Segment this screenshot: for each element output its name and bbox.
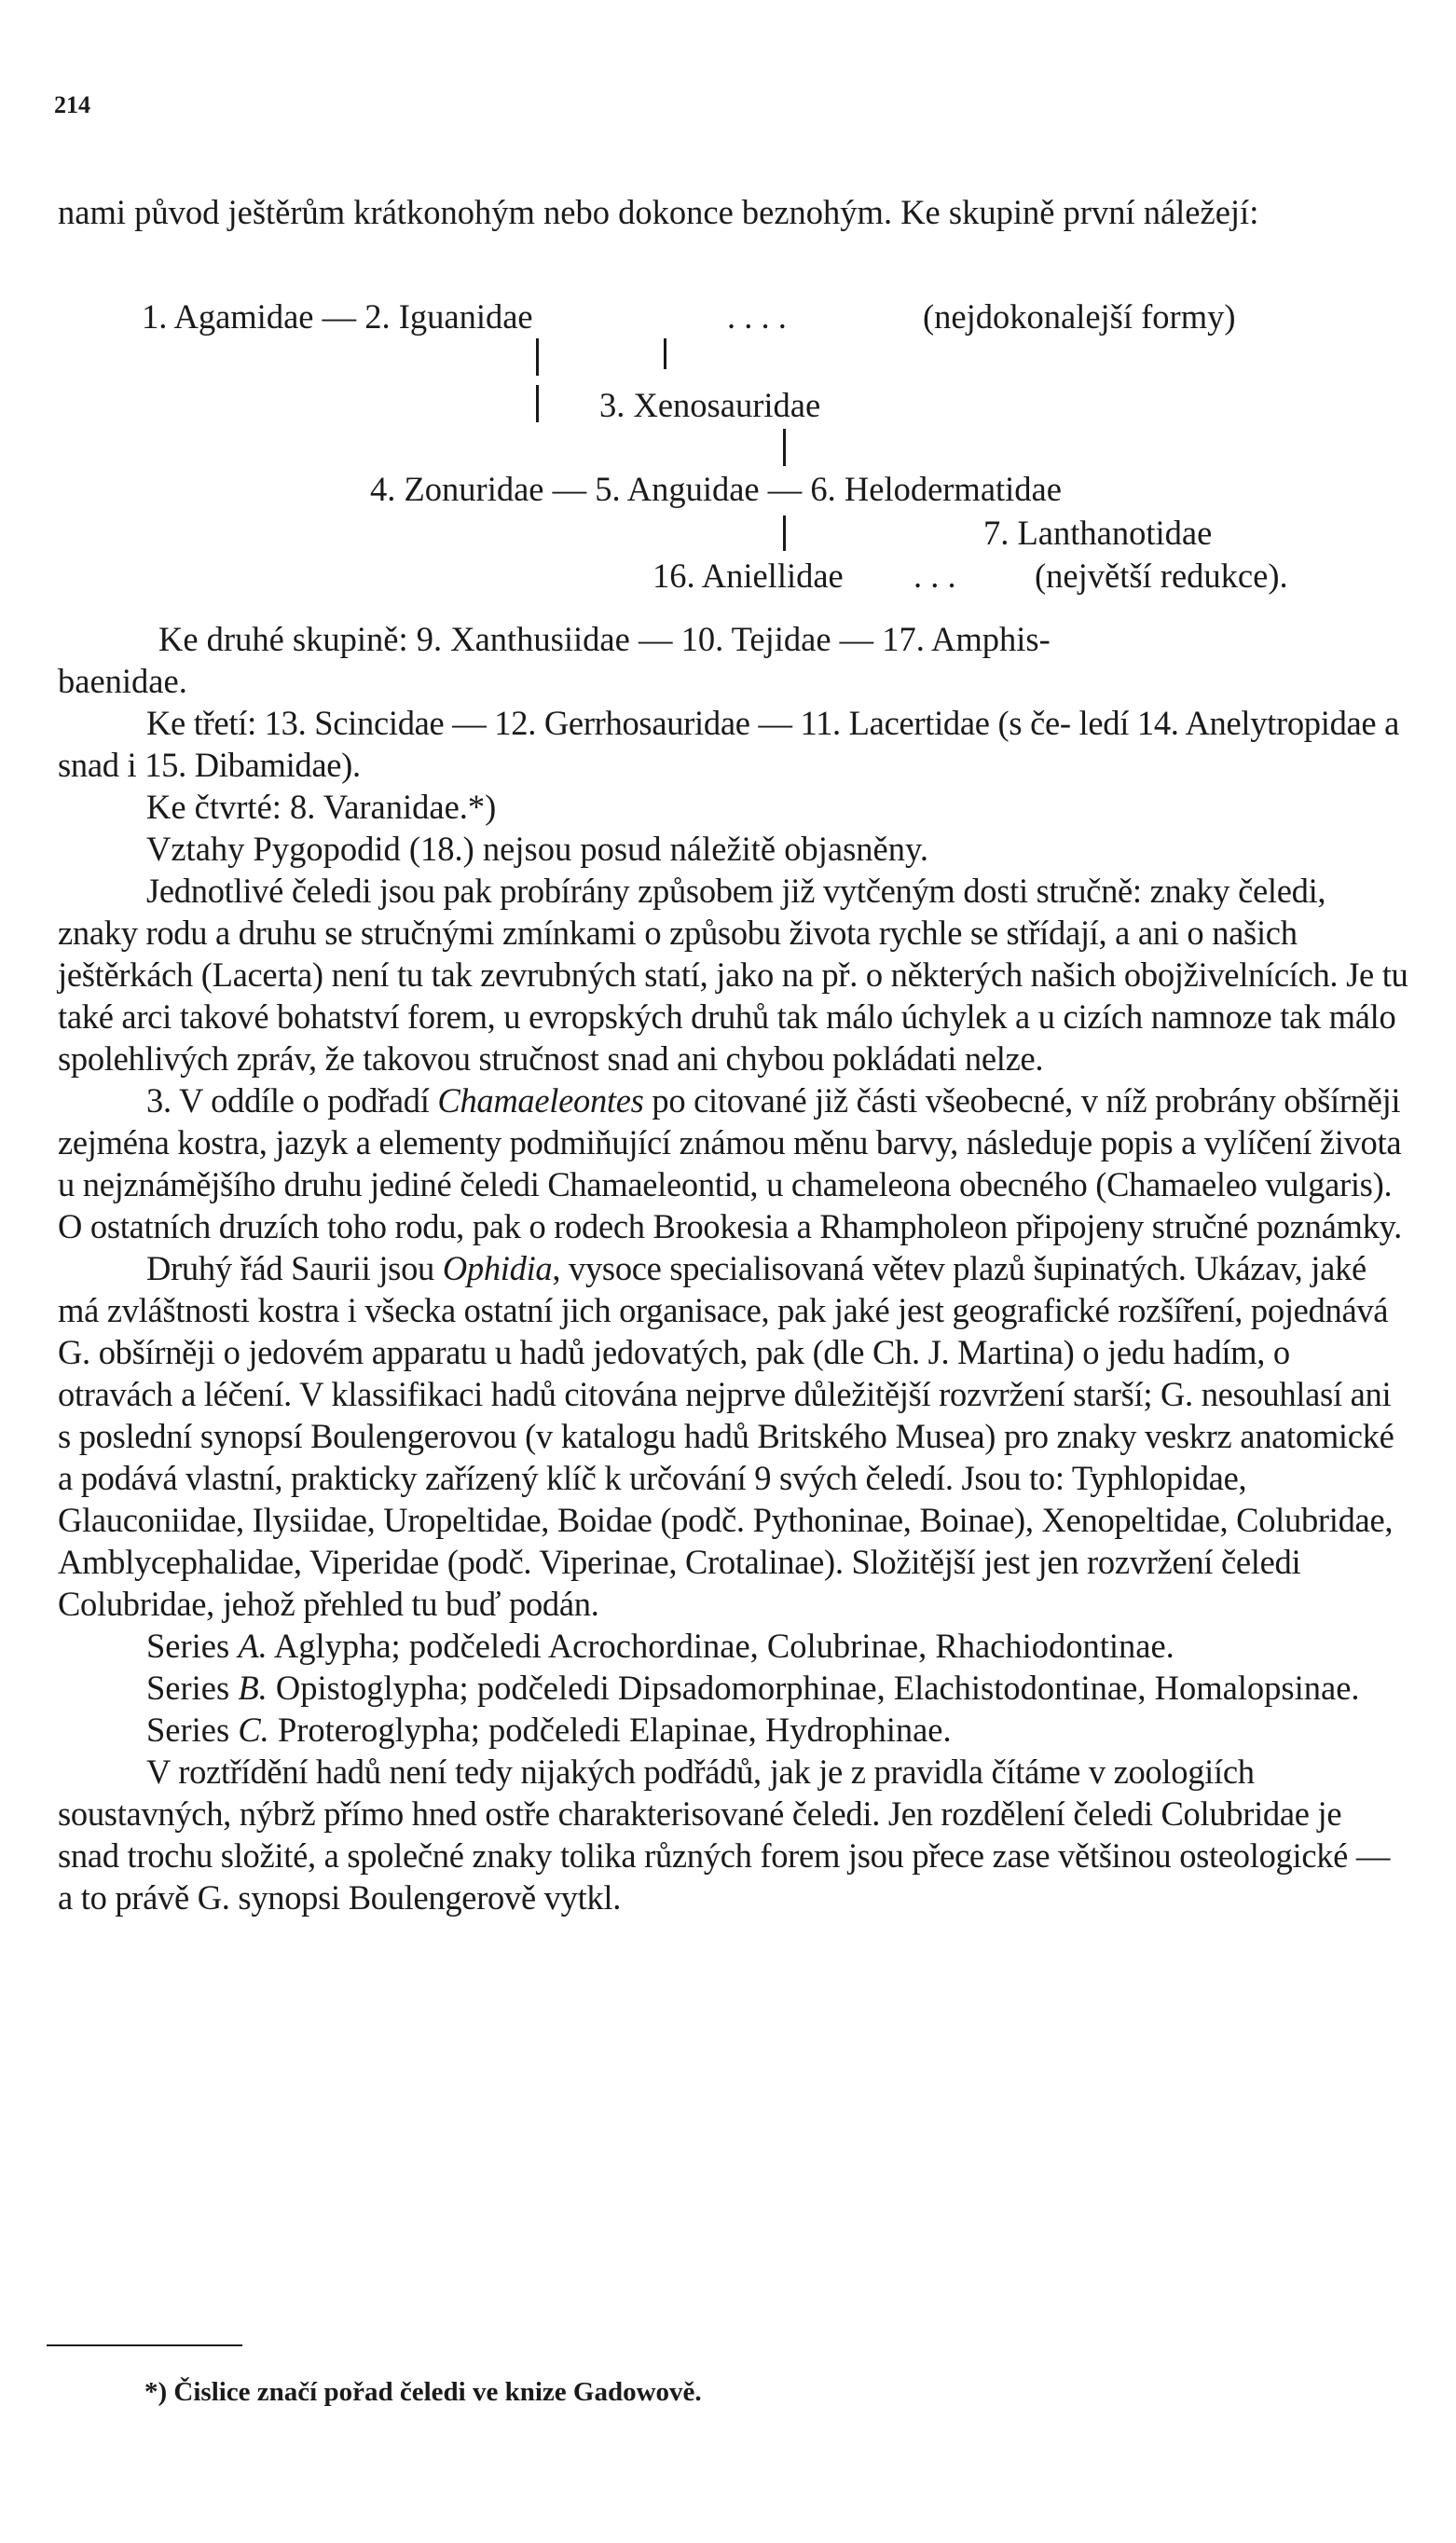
scheme-line-iguanidae-down xyxy=(536,338,539,376)
druha-skupina-line2: baenidae. xyxy=(58,662,187,700)
footnote: *) Čislice značí pořad čeledi ve knize Gadowově. xyxy=(144,2377,702,2407)
scheme-row5-dots: . . . xyxy=(913,557,956,595)
zaver-paragraph: V roztřídění hadů není tedy nijakých podřádů, jak je z pravidla čítáme v zoologiích soustavných, nýbrž přímo hned ostře charakterisované čeledi. Jen rozdělení čeledi Colubridae je snad trochu složité, a společné znaky tolika různých forem jsou přece zase většinou osteologické — a to právě G. synopsi Boulengerově vytkl. xyxy=(58,1753,1391,1917)
chamaeleontes-italic: Chamaeleontes xyxy=(437,1081,644,1120)
series-b-pre: Series xyxy=(146,1669,239,1707)
scheme-line-xeno-anguidae xyxy=(783,429,786,466)
scheme-row3-families: 4. Zonuridae — 5. Anguidae — 6. Helodermatidae xyxy=(370,470,1062,508)
scheme-line-zonuridae-up xyxy=(536,385,539,422)
series-c-text: Proteroglypha; podčeledi Elapinae, Hydrophinae. xyxy=(268,1711,952,1749)
treti-skupina: Ke třetí: 13. Scincidae — 12. Gerrhosauridae — 11. Lacertidae (s če- ledí 14. Anelytropidae a snad i 15. Dibamidae). xyxy=(58,704,1400,784)
body-text xyxy=(58,618,1409,1918)
scheme-row5-aniellidae: 16. Aniellidae xyxy=(652,557,844,595)
series-a-letter: A. xyxy=(238,1627,268,1665)
series-c-pre: Series xyxy=(146,1711,239,1749)
ophidia-italic: Ophidia xyxy=(442,1249,553,1287)
ophidia-paragraph xyxy=(58,1247,1409,1625)
footnote-divider xyxy=(47,2344,242,2346)
ophidia-text-a: Druhý řád Saurii jsou xyxy=(146,1249,443,1287)
series-c xyxy=(58,1709,1409,1751)
series-c-letter: C. xyxy=(238,1711,269,1749)
chamaeleontes-text-a: 3. V oddíle o podřadí xyxy=(146,1081,438,1120)
scheme-row1-families: 1. Agamidae — 2. Iguanidae xyxy=(142,297,533,336)
series-a-pre: Series xyxy=(146,1627,239,1665)
vztahy-pygopodid: Vztahy Pygopodid (18.) nejsou posud náležitě objasněny. xyxy=(146,830,929,868)
series-b-text: Opistoglypha; podčeledi Dipsadomorphinae, Elachistodontinae, Homalopsinae. xyxy=(267,1669,1360,1707)
ctvrta-skupina: Ke čtvrté: 8. Varanidae.*) xyxy=(146,788,497,826)
series-b-letter: B. xyxy=(238,1669,268,1707)
scheme-row5-note: (největší redukce). xyxy=(1035,557,1288,595)
scheme-line-iguanidae-xeno xyxy=(664,338,666,369)
scheme-line-anguidae-aniellidae xyxy=(783,515,786,551)
chamaeleontes-paragraph xyxy=(58,1079,1409,1247)
series-a xyxy=(58,1625,1409,1667)
scheme-row1-dots: . . . . xyxy=(727,297,787,336)
scheme-row4-lanthanotidae: 7. Lanthanotidae xyxy=(983,514,1213,552)
page-number: 214 xyxy=(54,91,90,118)
druha-skupina-line1: Ke druhé skupině: 9. Xanthusiidae — 10. Tejidae — 17. Amphis- xyxy=(158,620,1051,658)
series-b xyxy=(58,1667,1409,1709)
series-a-text: Aglypha; podčeledi Acrochordinae, Colubrinae, Rhachiodontinae. xyxy=(267,1627,1174,1665)
ophidia-text-b: , vysoce specialisovaná větev plazů šupinatých. Ukázav, jaké má zvláštnosti kostra i všecka ostatní jich organisace, pak jaké jest geografické rozšíření, pojednává G. obšírněji o jedovém apparatu u hadů jedovatých, pak (dle Ch. J. Martina) o jedu hadím, o otravách a léčení. V klassifikaci hadů citována nejprve důležitější rozvržení starší; G. nesouhlasí ani s poslední synopsí Boulengerovou (v katalogu hadů Britského Musea) pro znaky veskrz anatomické a podává vlastní, prakticky zařízený klíč k určování 9 svých čeledí. Jsou to: Typhlopidae, Glauconiidae, Ilysiidae, Uropeltidae, Boidae (podč. Pythoninae, Boinae), Xenopeltidae, Colubridae, Amblycephalidae, Viperidae (podč. Viperinae, Crotalinae). Složitější jest jen rozvržení čeledi Colubridae, jehož přehled tu buď podán. xyxy=(58,1249,1394,1623)
scheme-row2-xenosauridae: 3. Xenosauridae xyxy=(599,386,821,424)
intro-text: nami původ ještěrům krátkonohým nebo dokonce beznohým. Ke skupině první náležejí: xyxy=(58,193,1259,231)
chamaeleontes-text-b: po citované již části všeobecné, v níž probrány obšírněji zejména kostra, jazyk a elementy podmiňující známou měnu barvy, následuje popis a vylíčení života u nejznámějšího druhu jediné čeledi Chamaeleontid, u chameleona obecného (Chamaeleo vulgaris). O ostatních druzích toho rodu, pak o rodech Brookesia a Rhampholeon připojeny stručné poznámky. xyxy=(58,1081,1402,1245)
scheme-row1-note: (nejdokonalejší formy) xyxy=(923,297,1236,336)
family-scheme xyxy=(0,0,1456,597)
jednotlive-celedi: Jednotlivé čeledi jsou pak probírány způsobem již vytčeným dosti stručně: znaky čeledi, znaky rodu a druhu se stručnými zmínkami o způsobu života rychle se střídají, a ani o našich ještěrkách (Lacerta) není tu tak zevrubných statí, jako na př. o některých našich obojživelnících. Je tu také arci takové bohatství forem, u evropských druhů tak málo úchylek a u cizích namnoze tak málo spolehlivých zpráv, že takovou stručnost snad ani chybou pokládati nelze. xyxy=(58,872,1408,1078)
